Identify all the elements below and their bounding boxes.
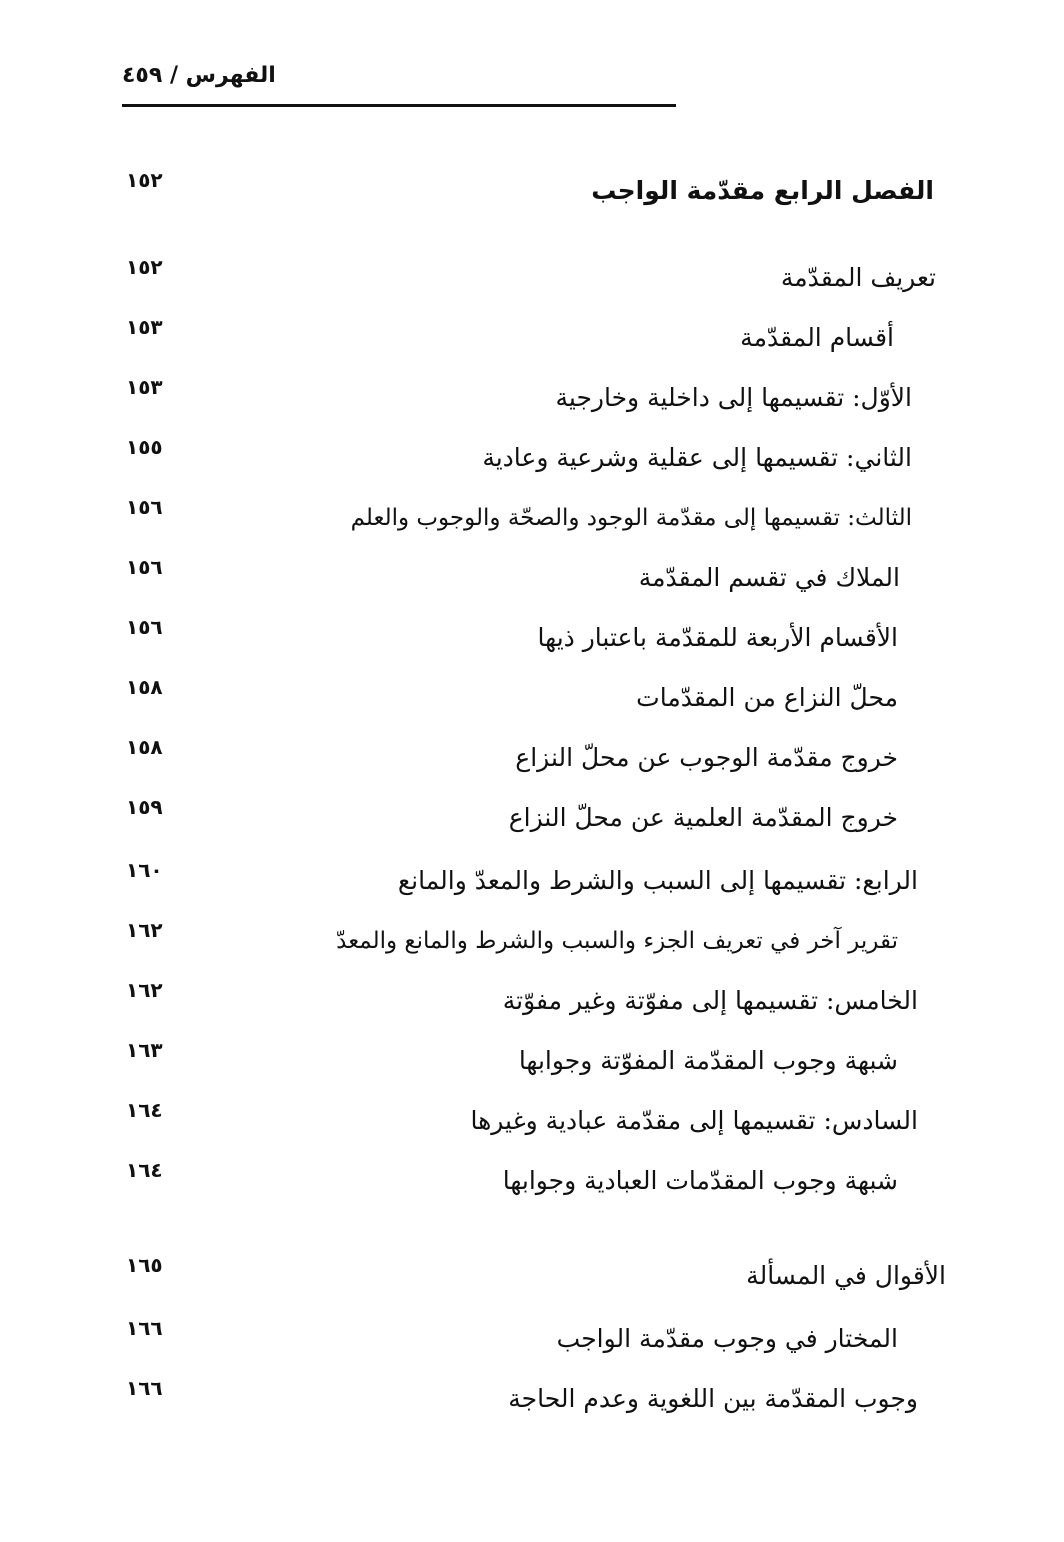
toc-entry [120, 915, 1064, 965]
toc-entry [120, 1313, 1064, 1363]
toc-entry-title: خروج مقدّمة الوجوب عن محلّ النزاع [515, 743, 898, 772]
toc-entry-title: السادس: تقسيمها إلى مقدّمة عبادية وغيرها [470, 1106, 918, 1135]
toc-entry-title: المختار في وجوب مقدّمة الواجب [556, 1324, 898, 1353]
toc-page-number: ١٦٤ [126, 1098, 163, 1122]
toc-page-number: ١٥٣ [126, 375, 163, 399]
toc-entry [120, 552, 1064, 602]
toc-entry-title: الثاني: تقسيمها إلى عقلية وشرعية وعادية [482, 443, 912, 472]
toc-entry [120, 672, 1064, 722]
toc-entry [120, 165, 1064, 215]
toc-page-number: ١٦٢ [126, 918, 163, 942]
toc-page-number: ١٥٩ [126, 795, 163, 819]
toc-entry [120, 252, 1064, 302]
toc-page-number: ١٥٢ [126, 255, 163, 279]
toc-page-number: ١٥٦ [126, 615, 163, 639]
toc-entry [120, 432, 1064, 482]
toc-entry-title: شبهة وجوب المقدّمة المفوّتة وجوابها [518, 1046, 898, 1075]
toc-page-number: ١٥٦ [126, 555, 163, 579]
toc-entry-title: محلّ النزاع من المقدّمات [636, 683, 898, 712]
toc-entry-title: شبهة وجوب المقدّمات العبادية وجوابها [502, 1166, 898, 1195]
toc-page-number: ١٦٦ [126, 1376, 163, 1400]
toc-entry-title: الثالث: تقسيمها إلى مقدّمة الوجود والصحّة والوجوب والعلم [350, 505, 912, 531]
toc-page-number: ١٥٦ [126, 495, 163, 519]
toc-page-number: ١٥٨ [126, 675, 163, 699]
toc-page-number: ١٦٤ [126, 1158, 163, 1182]
toc-entry [120, 732, 1064, 782]
toc-entry [120, 612, 1064, 662]
toc-page-number: ١٦٦ [126, 1316, 163, 1340]
toc-entry [120, 855, 1064, 905]
toc-page-number: ١٥٢ [126, 168, 163, 192]
toc-entry-title: الملاك في تقسم المقدّمة [638, 563, 900, 592]
toc-entry-title: تقرير آخر في تعريف الجزء والسبب والشرط والمانع والمعدّ [336, 928, 898, 954]
toc-entry-title: الأقوال في المسألة [746, 1261, 946, 1290]
header-title: الفهرس / ٤٥٩ [122, 63, 276, 88]
toc-entry-title: أقسام المقدّمة [740, 323, 894, 352]
toc-page-number: ١٦٥ [126, 1253, 163, 1277]
toc-entry-title: الرابع: تقسيمها إلى السبب والشرط والمعدّ والمانع [397, 866, 918, 895]
toc-chapter-title: الفصل الرابع مقدّمة الواجب [591, 176, 934, 205]
toc-page-number: ١٦٠ [126, 858, 163, 882]
toc-page-number: ١٦٢ [126, 978, 163, 1002]
toc-entry-title: وجوب المقدّمة بين اللغوية وعدم الحاجة [508, 1384, 918, 1413]
toc-page-number: ١٥٨ [126, 735, 163, 759]
toc-entry [120, 975, 1064, 1025]
toc-entry [120, 1250, 1064, 1300]
toc-entry [120, 372, 1064, 422]
toc-entry-title: الخامس: تقسيمها إلى مفوّتة وغير مفوّتة [502, 986, 918, 1015]
toc-entry [120, 1095, 1064, 1145]
toc-entry [120, 312, 1064, 362]
toc-entry [120, 1155, 1064, 1205]
toc-entry-title: خروج المقدّمة العلمية عن محلّ النزاع [508, 803, 898, 832]
toc-entry-title: الأوّل: تقسيمها إلى داخلية وخارجية [555, 383, 912, 412]
toc-page-number: ١٦٣ [126, 1038, 163, 1062]
toc-page-number: ١٥٣ [126, 315, 163, 339]
toc-entry-title: الأقسام الأربعة للمقدّمة باعتبار ذيها [537, 623, 898, 652]
toc-entry [120, 792, 1064, 842]
toc-entry [120, 1035, 1064, 1085]
toc-entry-title: تعريف المقدّمة [780, 263, 936, 292]
toc-page-number: ١٥٥ [126, 435, 163, 459]
toc-entry [120, 1373, 1064, 1423]
toc-entry [120, 492, 1064, 542]
